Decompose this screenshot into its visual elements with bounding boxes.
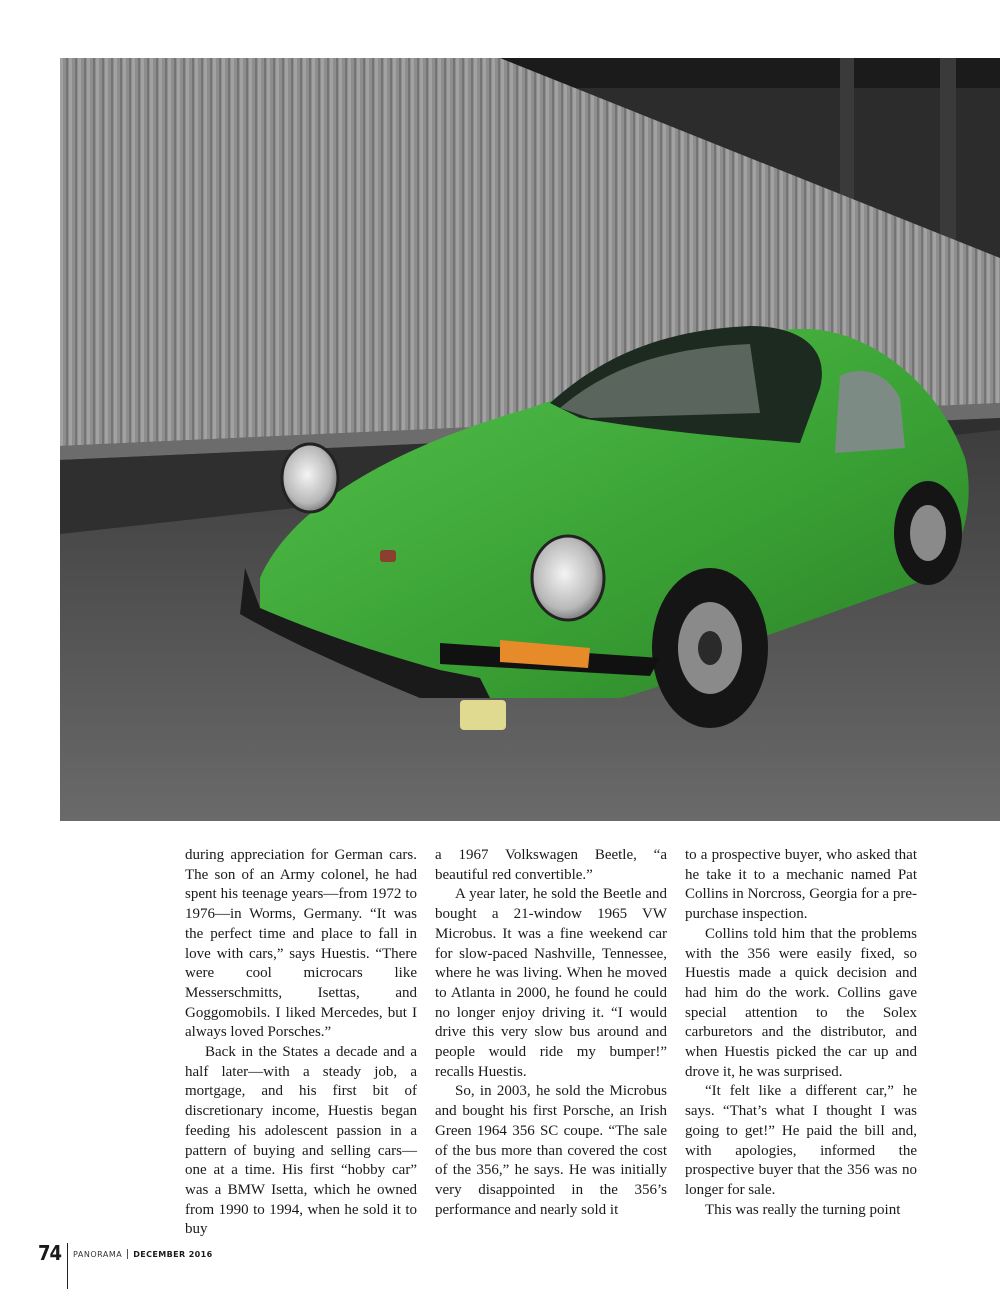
article-column-1 bbox=[185, 846, 417, 1240]
paragraph: So, in 2003, he sold the Microbus and bought his first Porsche, an Irish Green 1964 356 SC coupe. “The sale of the bus more than covered the cost of the 356,” he says. He was initially very disappointed in the 356’s performance and nearly sold it bbox=[435, 1083, 667, 1218]
paragraph: to a prospective buyer, who asked that he take it to a mechanic named Pat Collins in Norcross, Georgia for a pre-purchase inspection. bbox=[685, 847, 917, 923]
page-footer bbox=[38, 1243, 213, 1283]
issue-date: DECEMBER 2016 bbox=[133, 1250, 213, 1259]
paragraph: a 1967 Volkswagen Beetle, “a beautiful red convertible.” bbox=[435, 847, 667, 883]
page-number: 74 bbox=[38, 1241, 62, 1265]
paragraph: Back in the States a decade and a half later—with a steady job, a mortgage, and his first bit of discretionary income, Huestis began feeding his adolescent passion in a pattern of buying and selling cars—one at a time. His first “hobby car” was a BMW Isetta, which he owned from 1990 to 1994, when he sold it to buy bbox=[185, 1044, 417, 1238]
paragraph: Collins told him that the problems with the 356 were easily fixed, so Huestis made a quick decision and had him do the work. Collins gave special attention to the Solex carburetors and the distributor, and when Huestis picked the car up and drove it, he was surprised. bbox=[685, 925, 917, 1080]
article-column-2 bbox=[435, 846, 667, 1220]
paragraph: “It felt like a different car,” he says. “That’s what I thought I was going to get!” He paid the bill and, with apologies, informed the prospective buyer that the 356 was no longer for sale. bbox=[685, 1083, 917, 1198]
magazine-name: PANORAMA bbox=[73, 1250, 123, 1259]
paragraph: This was really the turning point bbox=[705, 1201, 901, 1218]
footer-separator bbox=[127, 1249, 128, 1259]
paragraph: during appreciation for German cars. The son of an Army colonel, he had spent his teenage years—from 1972 to 1976—in Worms, Germany. “It was the perfect time and place to fall in love with cars,” says Huestis. “There were cool microcars like Messerschmitts, Isettas, and Goggomobils. I liked Mercedes, but I always loved Porsches.” bbox=[185, 847, 417, 1041]
paragraph: A year later, he sold the Beetle and bought a 21-window 1965 VW Microbus. It was a fine weekend car for slow-paced Nashville, Tennessee, where he was living. When he moved to Atlanta in 2000, he found he could no longer enjoy driving it. “I would drive this very slow bus around and people would ride my bumper!” recalls Huestis. bbox=[435, 886, 667, 1080]
footer-rule bbox=[67, 1243, 68, 1289]
article-column-3 bbox=[685, 846, 917, 1220]
green-porsche-911-photo bbox=[60, 58, 1000, 821]
